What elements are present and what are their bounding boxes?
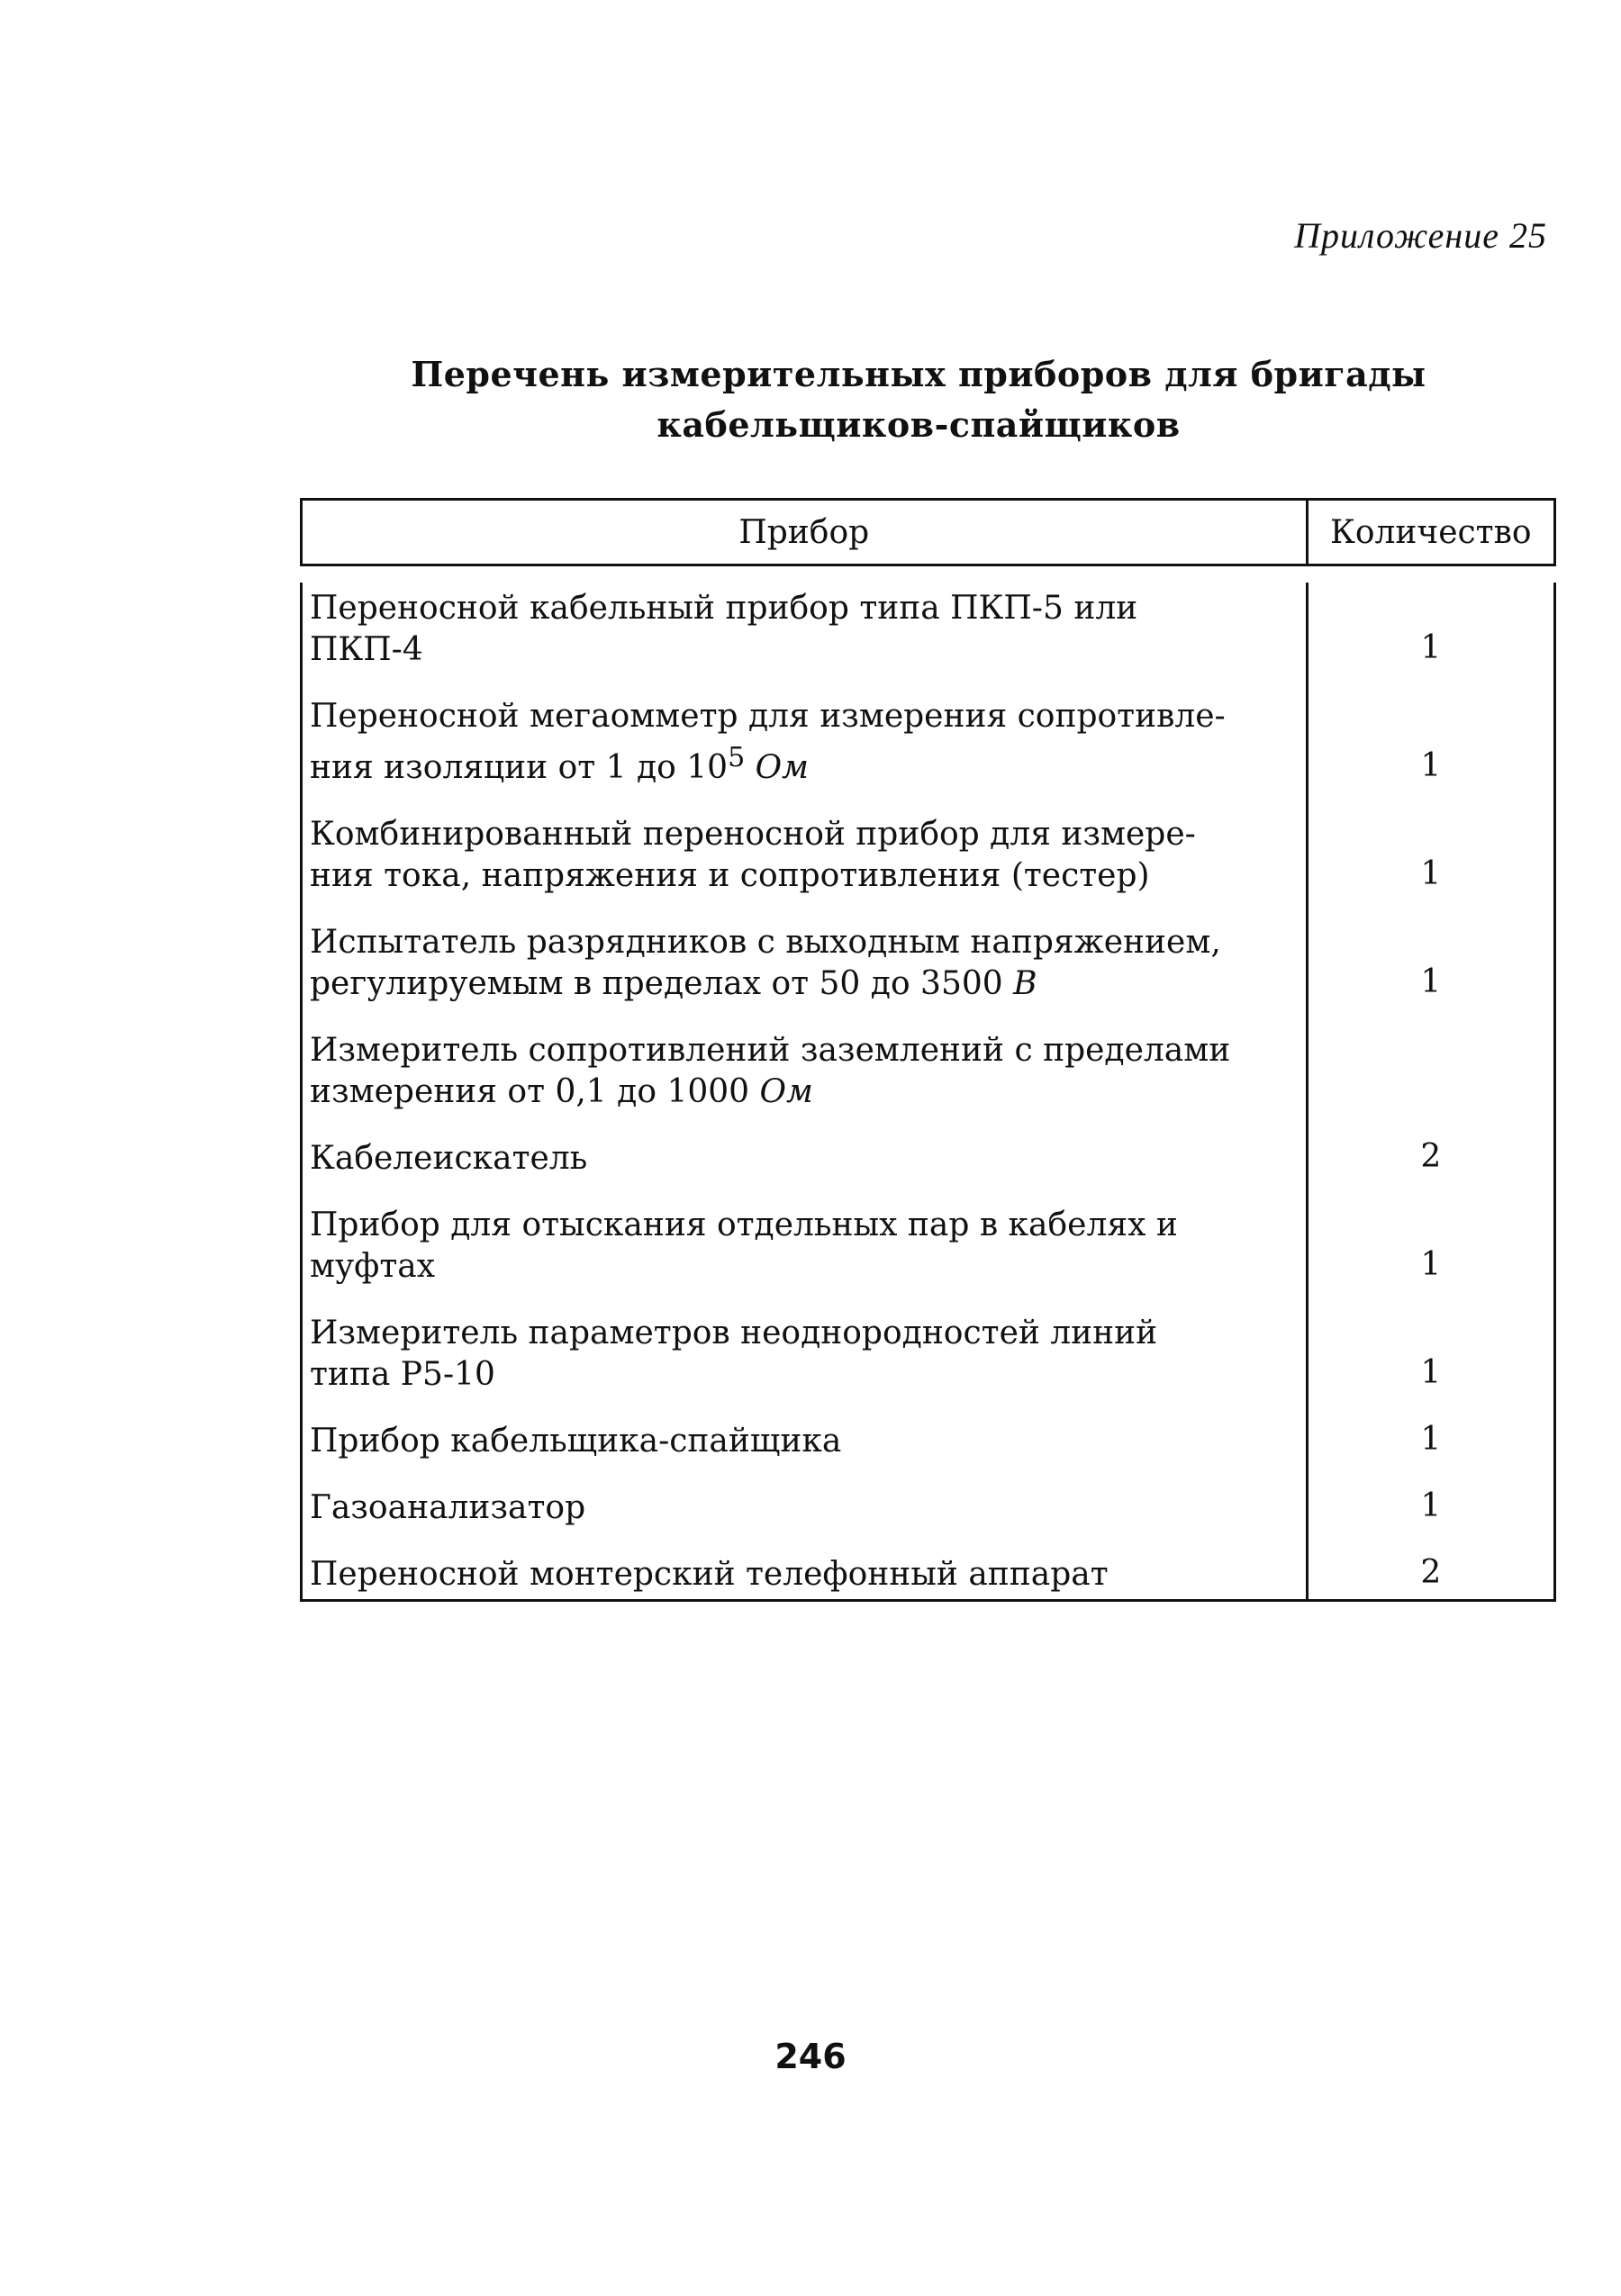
table-row [302,1025,1555,1116]
device-quantity: 1 [1307,809,1554,900]
device-quantity: 1 [1307,917,1554,1008]
table-header-row [302,500,1555,565]
table-row [302,917,1555,1008]
device-quantity: 1 [1307,1199,1554,1291]
table-row [302,583,1555,674]
device-name: Переносной мегаомметр для измерения сопротивле- ния изоляции от 1 до $10^5$ Ом [302,691,1308,792]
title-line-2: кабельщиков-спайщиков [657,404,1181,445]
device-name: Прибор кабельщика-спайщика [302,1415,1308,1466]
device-name: Измеритель сопротивлений заземлений с пределами измерения от 0,1 до 1000 Ом [302,1025,1308,1116]
table-row [302,1415,1555,1466]
device-quantity: 2 [1307,1133,1554,1183]
device-name: Газоанализатор [302,1482,1308,1532]
device-name: Прибор для отыскания отдельных пар в кабелях и муфтах [302,1199,1308,1291]
document-title [297,349,1540,450]
device-name: Измеритель параметров неоднородностей линий типа Р5-10 [302,1307,1308,1399]
device-name: Переносной кабельный прибор типа ПКП-5 или ПКП-4 [302,583,1308,674]
device-quantity [1307,1025,1554,1116]
table-row [302,1133,1555,1183]
device-quantity: 1 [1307,691,1554,792]
table-row [302,1307,1555,1399]
device-name: Испытатель разрядников с выходным напряжением, регулируемым в пределах от 50 до 3500 В [302,917,1308,1008]
device-quantity: 1 [1307,1307,1554,1399]
table-row [302,809,1555,900]
table-row [302,1199,1555,1291]
column-header-device: Прибор [302,500,1308,565]
device-name: Переносной монтерский телефонный аппарат [302,1549,1308,1601]
device-name: Комбинированный переносной прибор для измере- ния тока, напряжения и сопротивления (тестер) [302,809,1308,900]
instruments-table [300,498,1556,1602]
table-row [302,691,1555,792]
table-row [302,1549,1555,1601]
device-quantity: 1 [1307,1415,1554,1466]
column-header-quantity: Количество [1307,500,1554,565]
table-row [302,1482,1555,1532]
title-line-1: Перечень измерительных приборов для бригады [411,354,1426,394]
page-number: 246 [774,2037,847,2076]
appendix-label: Приложение 25 [1294,215,1547,256]
device-quantity: 2 [1307,1549,1554,1601]
device-quantity: 1 [1307,1482,1554,1532]
device-name: Кабелеискатель [302,1133,1308,1183]
device-quantity: 1 [1307,583,1554,674]
